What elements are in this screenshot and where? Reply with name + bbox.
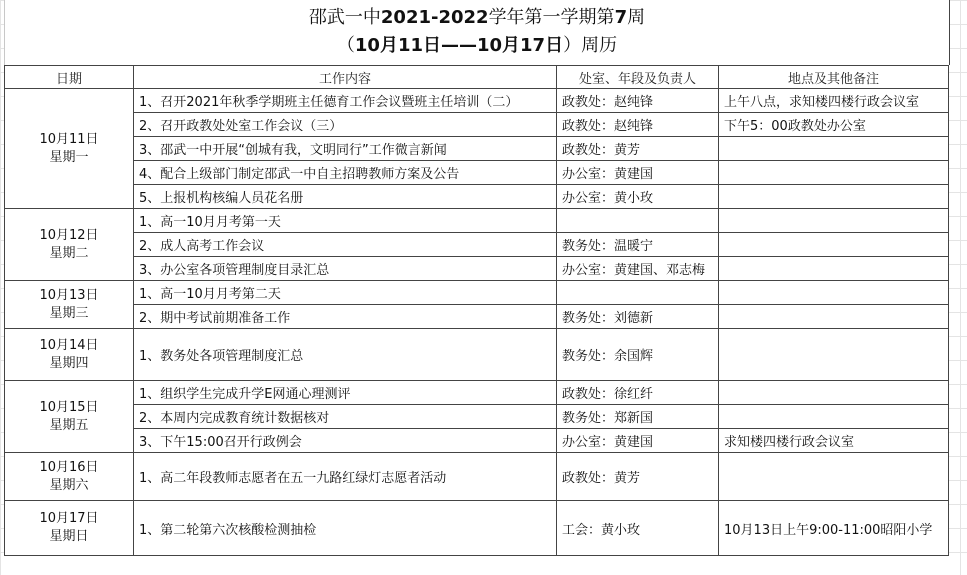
dept-cell[interactable] <box>557 209 719 233</box>
dept-cell[interactable]: 政教处：赵纯锋 <box>557 113 719 137</box>
date-cell[interactable] <box>5 329 134 381</box>
date-cell[interactable] <box>5 501 134 556</box>
weekly-calendar-table <box>4 65 949 556</box>
note-cell[interactable] <box>719 161 949 185</box>
dept-cell[interactable]: 教务处：刘德新 <box>557 305 719 329</box>
table-row <box>5 305 949 329</box>
header-dept[interactable]: 处室、年段及负责人 <box>557 66 719 89</box>
note-cell[interactable] <box>719 329 949 381</box>
work-cell[interactable]: 1、组织学生完成升学E网通心理测评 <box>134 381 557 405</box>
date-label: 10月17日 <box>39 511 99 526</box>
weekday-label: 星期三 <box>49 305 89 321</box>
date-label: 10月15日 <box>39 399 99 415</box>
note-cell[interactable] <box>719 381 949 405</box>
title-paren-close: ）周历 <box>563 35 618 56</box>
work-cell[interactable]: 1、教务处各项管理制度汇总 <box>134 329 557 381</box>
date-cell[interactable] <box>5 281 134 329</box>
work-cell[interactable]: 1、召开2021年秋季学期班主任德育工作会议暨班主任培训（二） <box>134 89 557 113</box>
work-cell[interactable]: 3、下午15:00召开行政例会 <box>134 429 557 453</box>
note-cell[interactable] <box>719 209 949 233</box>
date-label: 10月13日 <box>39 287 99 303</box>
note-cell[interactable] <box>719 305 949 329</box>
dept-cell[interactable]: 教务处：郑新国 <box>557 405 719 429</box>
note-cell[interactable]: 上午八点，求知楼四楼行政会议室 <box>719 89 949 113</box>
calendar-body <box>5 89 949 556</box>
table-row <box>5 281 949 305</box>
table-row <box>5 429 949 453</box>
date-label: 10月14日 <box>39 337 99 353</box>
calendar-title <box>4 0 950 65</box>
note-cell[interactable] <box>719 185 949 209</box>
date-cell[interactable] <box>5 89 134 209</box>
date-label: 10月11日 <box>39 131 99 147</box>
work-cell[interactable]: 3、邵武一中开展“创城有我，文明同行”工作微言新闻 <box>134 137 557 161</box>
work-cell[interactable]: 2、成人高考工作会议 <box>134 233 557 257</box>
table-row <box>5 501 949 556</box>
table-row <box>5 113 949 137</box>
title-line-2 <box>5 35 949 57</box>
title-paren-open: （ <box>336 35 355 56</box>
table-row <box>5 329 949 381</box>
note-cell[interactable]: 下午5：00政教处办公室 <box>719 113 949 137</box>
work-cell[interactable]: 4、配合上级部门制定邵武一中自主招聘教师方案及公告 <box>134 161 557 185</box>
table-row <box>5 405 949 429</box>
note-cell[interactable]: 10月13日上午9:00-11:00昭阳小学 <box>719 501 949 556</box>
work-cell[interactable]: 2、期中考试前期准备工作 <box>134 305 557 329</box>
dept-cell[interactable]: 政教处：徐红纤 <box>557 381 719 405</box>
table-row <box>5 233 949 257</box>
dept-cell[interactable]: 教务处：温暖宁 <box>557 233 719 257</box>
date-cell[interactable] <box>5 453 134 501</box>
work-cell[interactable]: 1、第二轮第六次核酸检测抽检 <box>134 501 557 556</box>
weekday-label: 星期二 <box>49 245 89 261</box>
date-cell[interactable] <box>5 209 134 281</box>
weekday-label: 星期日 <box>49 529 89 544</box>
note-cell[interactable] <box>719 453 949 501</box>
dept-cell[interactable] <box>557 281 719 305</box>
header-note[interactable]: 地点及其他备注 <box>719 66 949 89</box>
dept-cell[interactable]: 办公室：黄建国、邓志梅 <box>557 257 719 281</box>
date-label: 10月16日 <box>39 459 99 475</box>
table-row <box>5 257 949 281</box>
table-row <box>5 161 949 185</box>
work-cell[interactable]: 5、上报机构核编人员花名册 <box>134 185 557 209</box>
note-cell[interactable] <box>719 233 949 257</box>
note-cell[interactable] <box>719 257 949 281</box>
dept-cell[interactable]: 工会：黄小玫 <box>557 501 719 556</box>
work-cell[interactable]: 3、办公室各项管理制度目录汇总 <box>134 257 557 281</box>
table-row <box>5 381 949 405</box>
table-row <box>5 209 949 233</box>
table-row <box>5 453 949 501</box>
note-cell[interactable] <box>719 281 949 305</box>
note-cell[interactable] <box>719 405 949 429</box>
title-week-number: 7 <box>614 7 628 28</box>
dept-cell[interactable]: 政教处：黄芳 <box>557 453 719 501</box>
table-row <box>5 89 949 113</box>
note-cell[interactable]: 求知楼四楼行政会议室 <box>719 429 949 453</box>
empty-row-area <box>4 556 948 575</box>
weekday-label: 星期六 <box>49 477 89 493</box>
date-label: 10月12日 <box>39 227 99 243</box>
dept-cell[interactable]: 办公室：黄小玫 <box>557 185 719 209</box>
work-cell[interactable]: 1、高一10月月考第一天 <box>134 209 557 233</box>
note-cell[interactable] <box>719 137 949 161</box>
date-cell[interactable] <box>5 381 134 453</box>
weekday-label: 星期五 <box>49 417 89 433</box>
work-cell[interactable]: 1、高一10月月考第二天 <box>134 281 557 305</box>
table-row <box>5 185 949 209</box>
work-cell[interactable]: 2、召开政教处处室工作会议（三） <box>134 113 557 137</box>
title-week-suffix: 周 <box>627 7 646 28</box>
title-term: 学年第一学期第 <box>488 7 615 28</box>
work-cell[interactable]: 2、本周内完成教育统计数据核对 <box>134 405 557 429</box>
title-date-range: 10月11日——10月17日 <box>354 35 564 56</box>
weekday-label: 星期一 <box>49 149 89 165</box>
dept-cell[interactable]: 办公室：黄建国 <box>557 429 719 453</box>
work-cell[interactable]: 1、高二年段教师志愿者在五一九路红绿灯志愿者活动 <box>134 453 557 501</box>
header-row <box>5 66 949 89</box>
title-line-1 <box>5 7 949 29</box>
dept-cell[interactable]: 政教处：赵纯锋 <box>557 89 719 113</box>
header-work[interactable]: 工作内容 <box>134 66 557 89</box>
weekday-label: 星期四 <box>49 355 89 371</box>
dept-cell[interactable]: 教务处：余国辉 <box>557 329 719 381</box>
header-date[interactable]: 日期 <box>5 66 134 89</box>
title-years: 2021-2022 <box>380 7 489 28</box>
dept-cell[interactable]: 办公室：黄建国 <box>557 161 719 185</box>
table-row <box>5 137 949 161</box>
title-school: 邵武一中 <box>308 7 381 28</box>
dept-cell[interactable]: 政教处：黄芳 <box>557 137 719 161</box>
